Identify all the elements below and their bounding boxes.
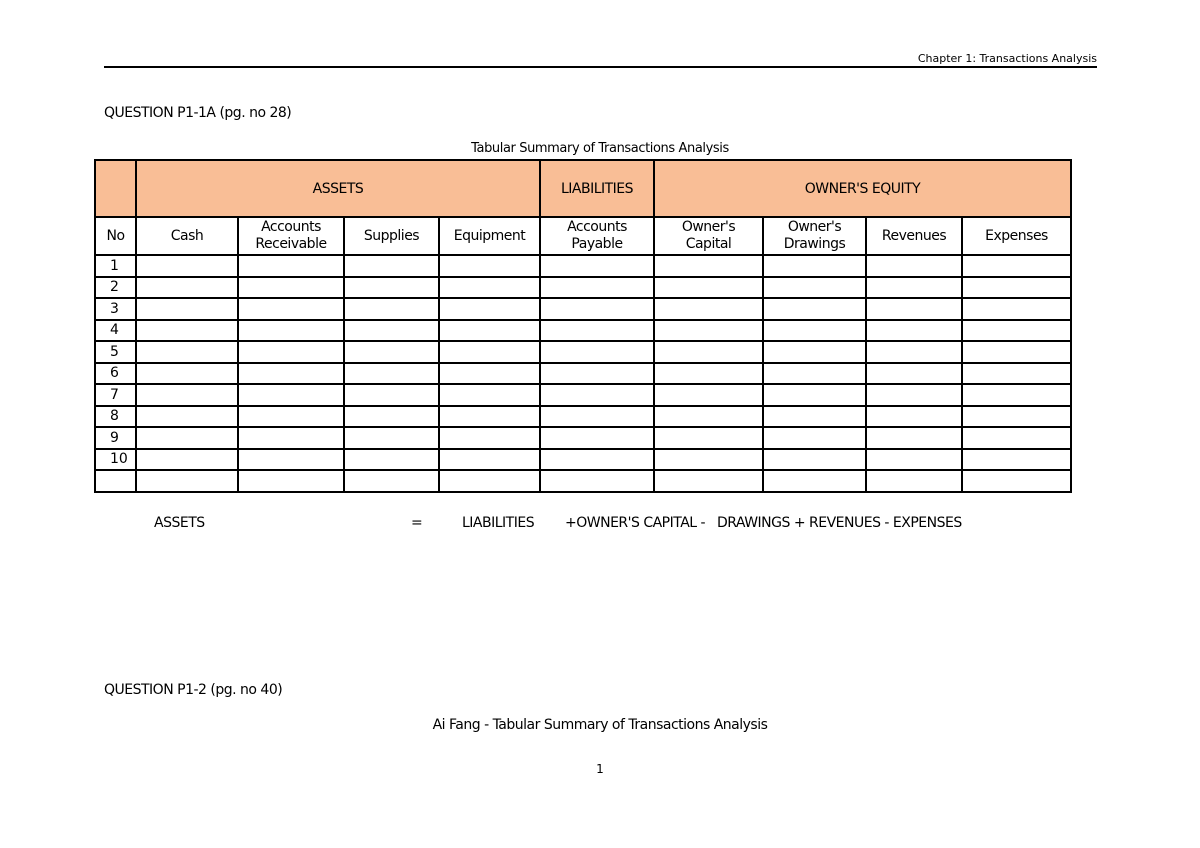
table-caption-2: Ai Fang - Tabular Summary of Transactions Analysis xyxy=(432,717,768,733)
table-row: 10 xyxy=(95,449,1071,471)
question-title: QUESTION P1-1A (pg. no 28) xyxy=(104,105,292,121)
header-rule xyxy=(104,66,1097,68)
table-row xyxy=(95,470,1071,492)
table-row: 3 xyxy=(95,298,1071,320)
equation-liabilities: LIABILITIES xyxy=(462,515,535,531)
equation-equity-terms: +OWNER'S CAPITAL - DRAWINGS + REVENUES - EXPENSES xyxy=(565,515,962,531)
col-header-no: No xyxy=(95,217,136,255)
table-row: 4 xyxy=(95,320,1071,342)
page-number: 1 xyxy=(596,762,604,776)
table-row: 1 xyxy=(95,255,1071,277)
group-header-blank xyxy=(95,160,136,217)
col-header-accounts-payable: Accounts Payable xyxy=(540,217,654,255)
table-row: 6 xyxy=(95,363,1071,385)
group-header-assets: ASSETS xyxy=(136,160,540,217)
col-header-owners-capital: Owner's Capital xyxy=(654,217,763,255)
col-header-expenses: Expenses xyxy=(962,217,1071,255)
col-header-supplies: Supplies xyxy=(344,217,439,255)
transactions-table xyxy=(94,159,1072,493)
equation-assets: ASSETS xyxy=(154,515,205,531)
col-header-cash: Cash xyxy=(136,217,238,255)
table-row: 5 xyxy=(95,341,1071,363)
col-header-revenues: Revenues xyxy=(866,217,962,255)
chapter-header: Chapter 1: Transactions Analysis xyxy=(917,52,1097,65)
question-title-2: QUESTION P1-2 (pg. no 40) xyxy=(104,682,283,698)
table-row: 2 xyxy=(95,277,1071,299)
table-row: 7 xyxy=(95,384,1071,406)
col-header-equipment: Equipment xyxy=(439,217,540,255)
table-row: 9 xyxy=(95,427,1071,449)
group-header-liabilities: LIABILITIES xyxy=(540,160,654,217)
table-row: 8 xyxy=(95,406,1071,428)
col-header-accounts-receivable: Accounts Receivable xyxy=(238,217,344,255)
equation-equals: = xyxy=(411,515,423,531)
group-header-equity: OWNER'S EQUITY xyxy=(654,160,1071,217)
table-caption: Tabular Summary of Transactions Analysis xyxy=(471,141,729,156)
col-header-owners-drawings: Owner's Drawings xyxy=(763,217,866,255)
